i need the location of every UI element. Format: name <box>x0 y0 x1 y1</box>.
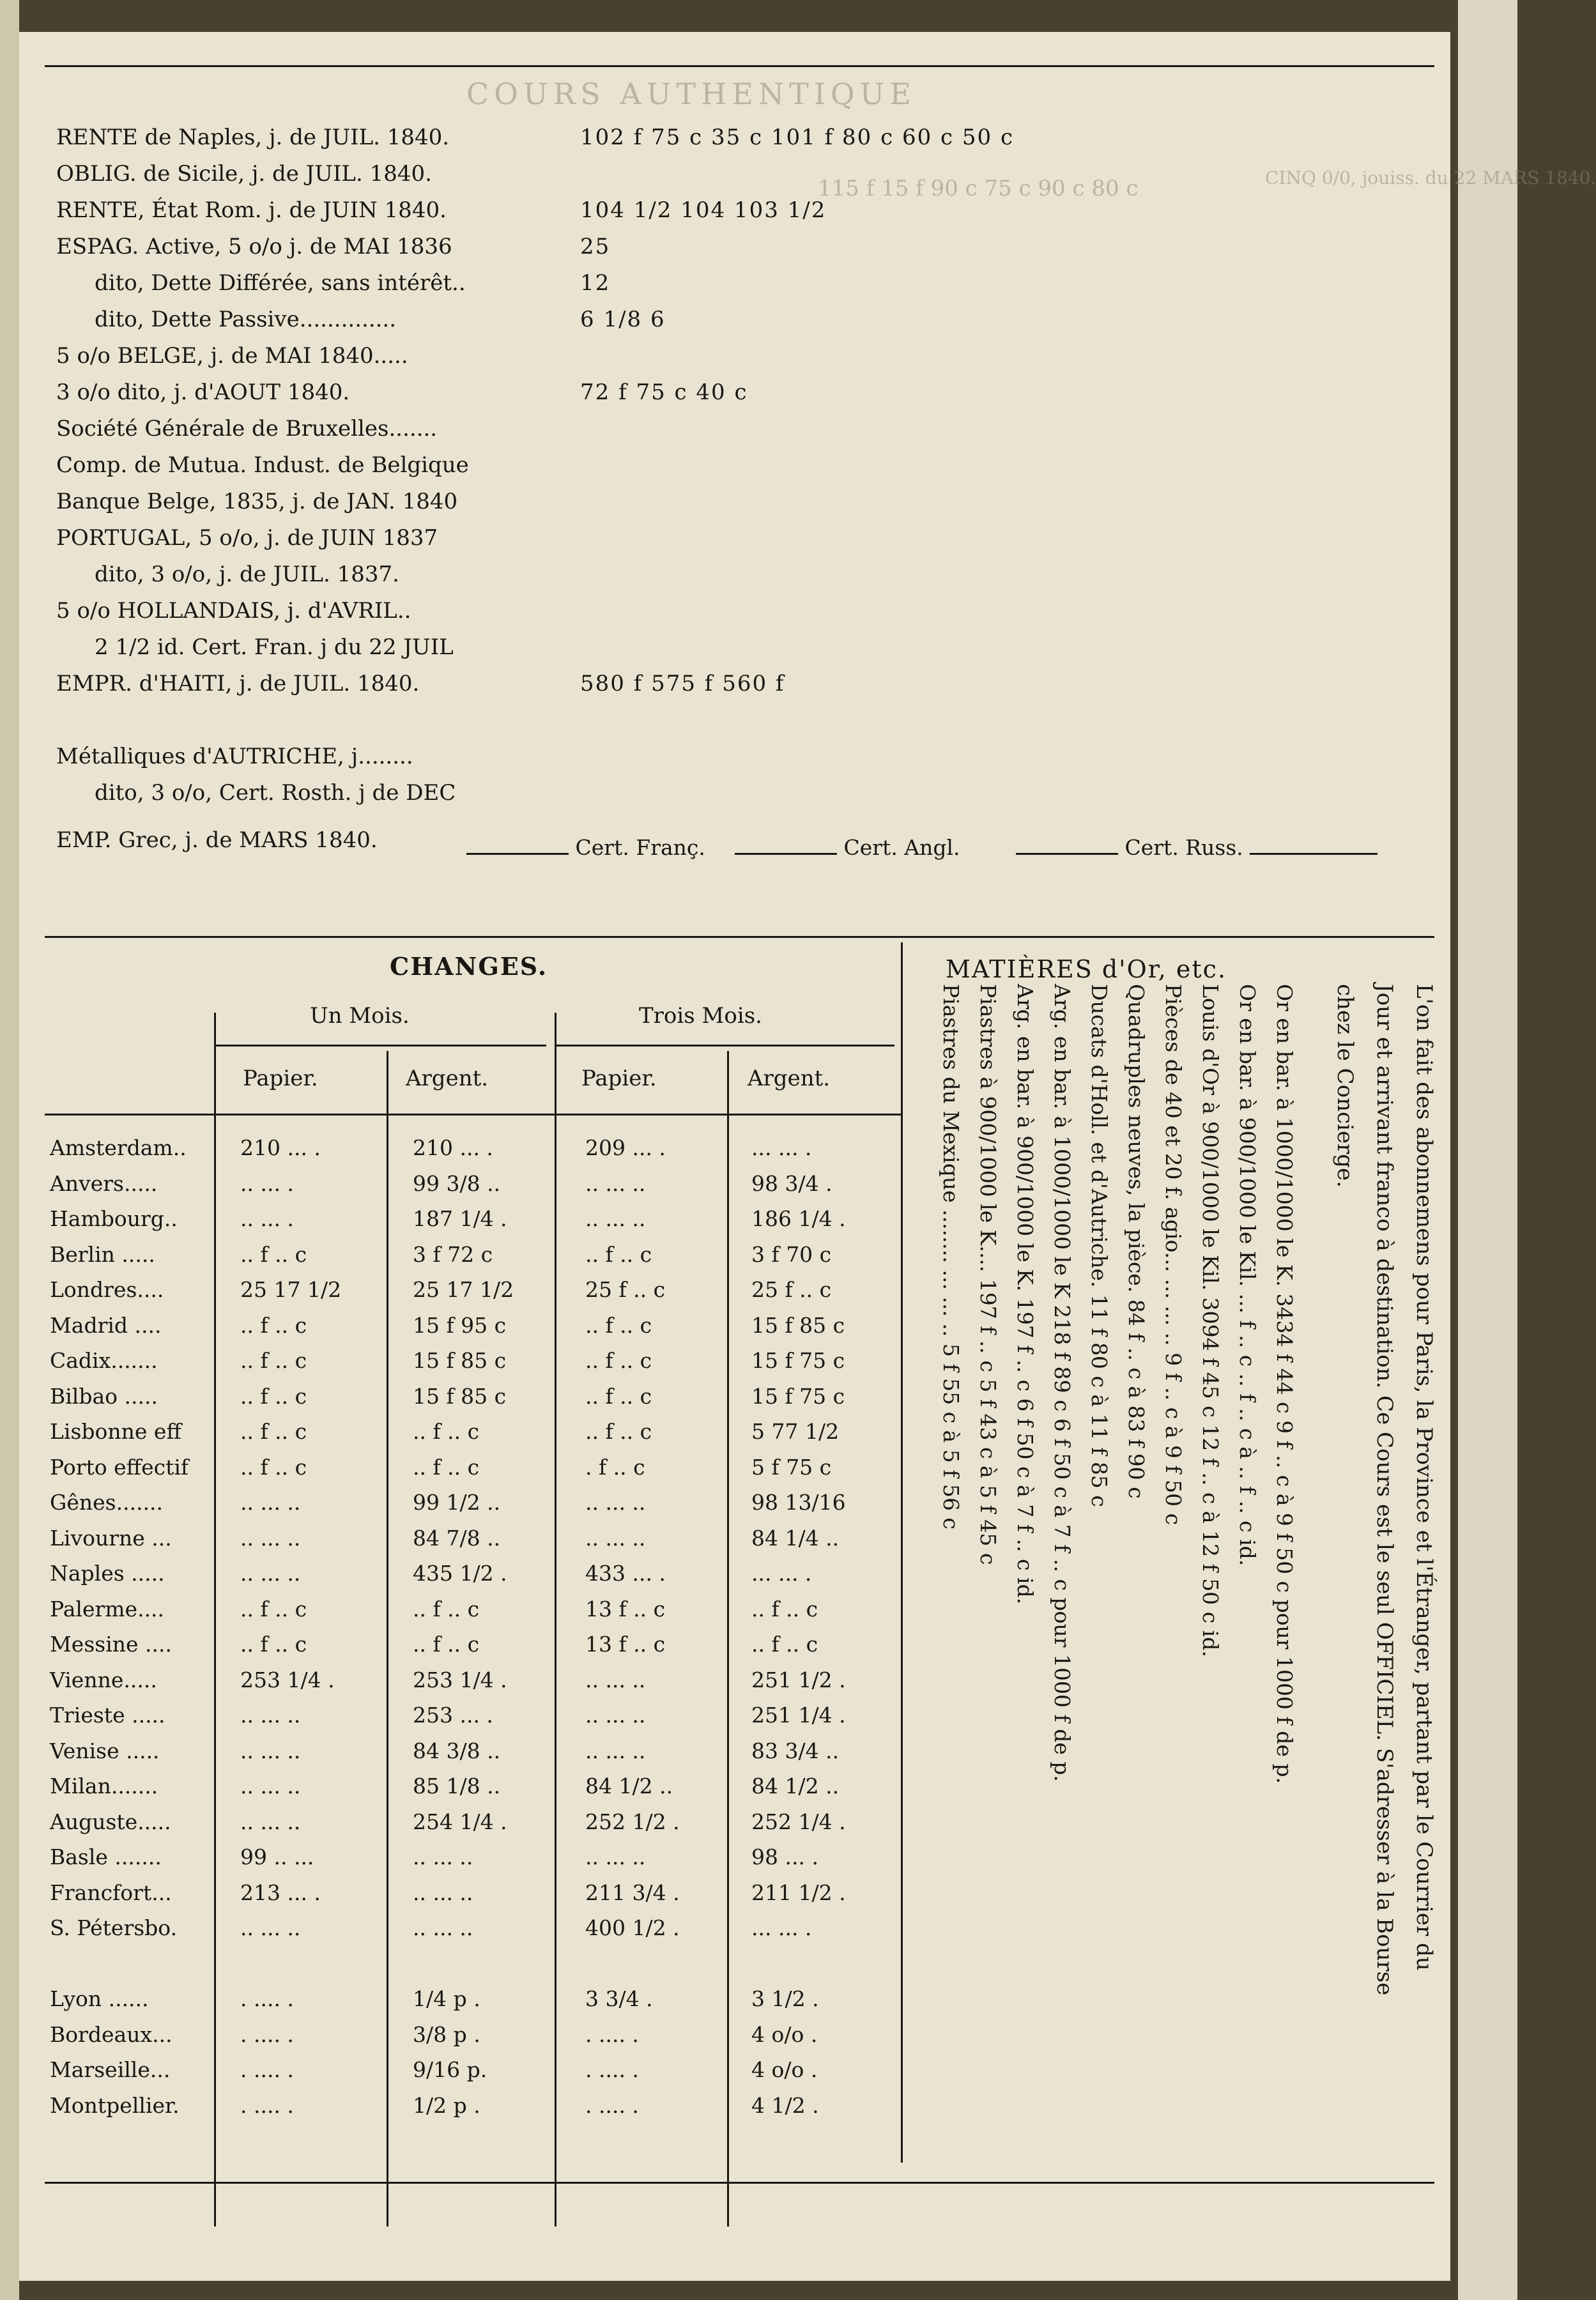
trois-mois-papier: .. f .. c <box>585 1348 652 1373</box>
city-name: Lyon ...... <box>50 1986 149 2011</box>
trois-mois-papier: 13 f .. c <box>585 1596 666 1621</box>
table-row <box>50 2018 900 2052</box>
trois-mois-papier: 400 1/2 . <box>585 1915 680 1940</box>
rente-row <box>56 522 438 554</box>
city-name: Trieste ..... <box>50 1703 165 1728</box>
city-name: Palerme.... <box>50 1596 165 1621</box>
un-mois-argent: 187 1/4 . <box>413 1206 507 1231</box>
city-name: Amsterdam.. <box>50 1135 187 1160</box>
trois-mois-argent: .. f .. c <box>751 1596 818 1621</box>
un-mois-argent: .. f .. c <box>413 1596 480 1621</box>
notice-line: L'on fait des abonnemens pour Paris, la Province et l'Étranger, partant par le Courrier du <box>1411 984 1437 1971</box>
rente-label: PORTUGAL, 5 o/o, j. de JUIN 1837 <box>56 525 438 551</box>
trois-mois-papier: .. ... .. <box>585 1490 646 1515</box>
rente-row <box>56 668 785 700</box>
table-row <box>50 1273 900 1307</box>
rente-label: 5 o/o BELGE, j. de MAI 1840..... <box>56 343 408 369</box>
table-row <box>50 1556 900 1591</box>
un-mois-argent: 1/4 p . <box>413 1986 480 2011</box>
trois-mois-argent: 4 o/o . <box>751 2021 818 2047</box>
un-mois-argent: 253 ... . <box>413 1703 493 1728</box>
trois-mois-argent: 84 1/2 .. <box>751 1774 840 1798</box>
un-mois-papier: .. ... .. <box>240 1561 301 1586</box>
trois-mois-argent: 251 1/2 . <box>751 1667 846 1692</box>
table-row <box>50 1308 900 1343</box>
city-name: Bordeaux... <box>50 2021 173 2047</box>
rente-row <box>56 740 413 772</box>
rente-label: 3 o/o dito, j. d'AOUT 1840. <box>56 379 350 405</box>
rente-row <box>56 777 456 809</box>
rente-label: RENTE de Naples, j. de JUIL. 1840. <box>56 125 450 150</box>
trois-mois-argent: 15 f 85 c <box>751 1312 845 1338</box>
matiere-text: Or en bar. à 1000/1000 le K. 3434 f 44 c 9 f .. c à 9 f 50 c pour 1000 f de p. <box>1272 984 1297 1784</box>
city-name: Naples ..... <box>50 1561 165 1586</box>
city-name: Berlin ..... <box>50 1241 155 1267</box>
trois-mois-papier: 433 ... . <box>585 1561 666 1586</box>
un-mois-argent: 15 f 95 c <box>413 1312 507 1338</box>
trois-mois-header: Trois Mois. <box>639 1003 762 1029</box>
grec-label: EMP. Grec, j. de MARS 1840. <box>56 827 378 853</box>
un-mois-papier: 25 17 1/2 <box>240 1277 342 1302</box>
table-row <box>50 1521 900 1556</box>
trois-mois-argent: 4 o/o . <box>751 2057 818 2082</box>
rente-row <box>56 158 432 190</box>
rente-label: Comp. de Mutua. Indust. de Belgique <box>56 452 469 478</box>
matiere-text: Or en bar. à 900/1000 le Kil. ... f .. c .. f .. c à .. f .. c id. <box>1235 984 1260 1567</box>
rente-row <box>56 231 611 263</box>
trois-mois-papier: 84 1/2 .. <box>585 1774 673 1798</box>
binding-edge <box>0 0 19 2300</box>
table-row <box>50 1947 900 1981</box>
un-mois-papier: .. ... .. <box>240 1738 301 1763</box>
argent-header-2: Argent. <box>748 1066 831 1091</box>
city-name: Madrid .... <box>50 1312 162 1338</box>
trois-mois-argent: 5 f 75 c <box>751 1454 832 1480</box>
un-mois-papier: .. f .. c <box>240 1383 307 1409</box>
city-name: Gênes....... <box>50 1490 164 1515</box>
grec-row <box>56 824 378 856</box>
city-name: Milan....... <box>50 1774 158 1798</box>
un-mois-argent: 3/8 p . <box>413 2021 480 2047</box>
matiere-text: Arg. en bar. à 1000/1000 le K 218 f 89 c 6 f 50 c à 7 f .. c pour 1000 f de p. <box>1050 984 1075 1782</box>
un-mois-argent: .. f .. c <box>413 1419 480 1444</box>
bottom-rule <box>45 2182 1434 2184</box>
notice-line: Jour et arrivant franco à destination. Ce Cours est le seul OFFICIEL. S'adresser à la Bourse <box>1372 984 1397 1996</box>
table-row <box>50 1450 900 1485</box>
table-row <box>50 1663 900 1698</box>
col-divider <box>901 942 903 2163</box>
table-row <box>50 1698 900 1733</box>
trois-mois-papier: .. ... .. <box>585 1703 646 1728</box>
trois-mois-papier: .. f .. c <box>585 1312 652 1338</box>
matiere-text: Ducats d'Holl. et d'Autriche. 11 f 80 c à 11 f 85 c <box>1087 984 1112 1507</box>
rente-value: 72 f 75 c 40 c <box>580 379 748 405</box>
un-mois-argent: 254 1/4 . <box>413 1809 507 1834</box>
rente-label: EMPR. d'HAITI, j. de JUIL. 1840. <box>56 671 420 696</box>
matiere-text: Louis d'Or à 900/1000 le Kil. 3094 f 45 c 12 f .. c à 12 f 50 c id. <box>1198 984 1223 1657</box>
table-row <box>50 1805 900 1839</box>
trois-mois-argent: ... ... . <box>751 1915 812 1940</box>
un-mois-papier: .. ... . <box>240 1170 294 1196</box>
trois-mois-argent: 5 77 1/2 <box>751 1419 840 1444</box>
trois-mois-argent: 186 1/4 . <box>751 1206 846 1231</box>
top-rule <box>45 65 1434 67</box>
table-row <box>50 1911 900 1945</box>
un-mois-papier: . .... . <box>240 2092 294 2118</box>
un-mois-argent: 15 f 85 c <box>413 1383 507 1409</box>
rente-label: 5 o/o HOLLANDAIS, j. d'AVRIL.. <box>56 598 411 624</box>
city-name: Messine .... <box>50 1632 172 1657</box>
un-mois-argent: .. ... .. <box>413 1880 473 1905</box>
rente-row <box>56 631 454 663</box>
trois-mois-argent: 252 1/4 . <box>751 1809 846 1834</box>
rente-row <box>56 486 457 518</box>
ghost-line: CINQ 0/0, jouiss. du 22 MARS 1840. <box>1265 167 1596 188</box>
un-mois-argent: .. f .. c <box>413 1632 480 1657</box>
matiere-text: Pièces de 40 et 20 f. agio... ... ... .. 9 f .. c à 9 f 50 c <box>1161 984 1186 1526</box>
city-name: Francfort... <box>50 1880 172 1905</box>
trois-mois-papier: 252 1/2 . <box>585 1809 680 1834</box>
notice-line: chez le Concierge. <box>1332 984 1358 1188</box>
cert-angl: Cert. Angl. <box>735 835 960 860</box>
matiere-row <box>969 984 1007 2166</box>
trois-mois-argent: 15 f 75 c <box>751 1383 845 1409</box>
city-name: Cadix....... <box>50 1348 158 1373</box>
un-mois-papier: .. ... .. <box>240 1703 301 1728</box>
un-mois-argent: 210 ... . <box>413 1135 493 1160</box>
rente-value: 25 <box>580 234 611 259</box>
city-name: Marseille... <box>50 2057 171 2082</box>
table-row <box>50 2089 900 2123</box>
changes-header-rule <box>45 1114 901 1116</box>
table-row <box>50 1167 900 1201</box>
section-rule <box>45 936 1434 938</box>
un-mois-papier: 253 1/4 . <box>240 1667 335 1692</box>
trois-mois-papier: . .... . <box>585 2057 639 2082</box>
un-mois-papier: 210 ... . <box>240 1135 321 1160</box>
trois-mois-argent: 3 1/2 . <box>751 1986 819 2011</box>
city-name: Hambourg.. <box>50 1206 178 1231</box>
rente-value: 104 1/2 104 103 1/2 <box>580 197 827 223</box>
un-mois-argent: .. f .. c <box>413 1454 480 1480</box>
trois-mois-argent: 4 1/2 . <box>751 2092 819 2118</box>
un-mois-papier: .. ... .. <box>240 1490 301 1515</box>
rente-row <box>56 558 399 590</box>
un-mois-papier: 213 ... . <box>240 1880 321 1905</box>
ghost-line: 115 f 15 f 90 c 75 c 90 c 80 c <box>818 176 1139 201</box>
table-row <box>50 1982 900 2016</box>
trois-mois-papier: . .... . <box>585 2021 639 2047</box>
trois-mois-papier: .. f .. c <box>585 1419 652 1444</box>
table-row <box>50 1202 900 1236</box>
papier-header-2: Papier. <box>581 1066 657 1091</box>
table-row <box>50 1238 900 1272</box>
rente-value: 580 f 575 f 560 f <box>580 671 785 696</box>
trois-mois-argent: 211 1/2 . <box>751 1880 846 1905</box>
trois-mois-argent: 98 ... . <box>751 1844 818 1869</box>
adjacent-page-edge <box>1458 0 1517 2300</box>
rente-label: ESPAG. Active, 5 o/o j. de MAI 1836 <box>56 234 452 259</box>
un-mois-argent: .. ... .. <box>413 1915 473 1940</box>
rente-row <box>56 121 1014 153</box>
table-row <box>50 1840 900 1874</box>
rente-label: dito, 3 o/o, Cert. Rosth. j de DEC <box>95 780 456 806</box>
city-name: Montpellier. <box>50 2092 180 2118</box>
matieres-title: MATIÈRES d'Or, etc. <box>946 955 1227 983</box>
rente-label: dito, Dette Différée, sans intérêt.. <box>95 270 466 296</box>
rente-row <box>56 376 748 408</box>
table-row <box>50 1379 900 1414</box>
matiere-text: Piastres du Mexique ........ ... ... .. 5 f 55 c à 5 f 56 c <box>939 984 963 1529</box>
trois-mois-papier: .. ... .. <box>585 1206 646 1231</box>
trois-mois-argent: 251 1/4 . <box>751 1703 846 1728</box>
un-mois-argent: 253 1/4 . <box>413 1667 507 1692</box>
trois-mois-papier: .. ... .. <box>585 1525 646 1551</box>
trois-mois-papier: 209 ... . <box>585 1135 666 1160</box>
trois-mois-argent: 3 f 70 c <box>751 1241 832 1267</box>
trois-mois-argent: 83 3/4 .. <box>751 1738 840 1763</box>
rente-value: 12 <box>580 270 611 296</box>
un-mois-papier: 99 .. ... <box>240 1844 314 1869</box>
trois-mois-rule <box>556 1045 894 1046</box>
city-name: Lisbonne eff <box>50 1419 181 1444</box>
un-mois-papier: .. ... .. <box>240 1774 301 1798</box>
un-mois-papier: .. f .. c <box>240 1596 307 1621</box>
table-row <box>50 1876 900 1910</box>
trois-mois-argent: 15 f 75 c <box>751 1348 845 1373</box>
trois-mois-argent: .. f .. c <box>751 1632 818 1657</box>
trois-mois-papier: . f .. c <box>585 1454 645 1480</box>
un-mois-argent: 85 1/8 .. <box>413 1774 501 1798</box>
un-mois-papier: .. ... .. <box>240 1915 301 1940</box>
argent-header-1: Argent. <box>406 1066 489 1091</box>
un-mois-papier: .. ... . <box>240 1206 294 1231</box>
cert-russ: Cert. Russ. <box>1016 835 1377 860</box>
city-name: Bilbao ..... <box>50 1383 158 1409</box>
table-row <box>50 1344 900 1378</box>
city-name: Livourne ... <box>50 1525 172 1551</box>
rente-label: 2 1/2 id. Cert. Fran. j du 22 JUIL <box>95 634 454 660</box>
rente-label: OBLIG. de Sicile, j. de JUIL. 1840. <box>56 161 432 187</box>
un-mois-papier: .. f .. c <box>240 1241 307 1267</box>
un-mois-papier: .. f .. c <box>240 1348 307 1373</box>
un-mois-papier: .. ... .. <box>240 1525 301 1551</box>
un-mois-argent: 99 1/2 .. <box>413 1490 501 1515</box>
matiere-text: Quadruples neuves, la pièce. 84 f .. c à 83 f 90 c <box>1124 984 1149 1499</box>
un-mois-papier: . .... . <box>240 2021 294 2047</box>
rente-row <box>56 595 411 627</box>
un-mois-argent: 9/16 p. <box>413 2057 487 2082</box>
un-mois-argent: 1/2 p . <box>413 2092 480 2118</box>
un-mois-papier: .. ... .. <box>240 1809 301 1834</box>
rente-row <box>56 413 437 445</box>
matiere-row <box>1117 984 1155 2166</box>
un-mois-argent: 84 3/8 .. <box>413 1738 501 1763</box>
matiere-row <box>932 984 970 2166</box>
rente-label: dito, Dette Passive.............. <box>95 307 397 332</box>
un-mois-argent: 25 17 1/2 <box>413 1277 514 1302</box>
city-name: Basle ....... <box>50 1844 162 1869</box>
trois-mois-papier: .. ... .. <box>585 1667 646 1692</box>
trois-mois-papier: 3 3/4 . <box>585 1986 653 2011</box>
cert-franc: Cert. Franç. <box>466 835 705 860</box>
rente-row <box>56 449 469 481</box>
city-name: Venise ..... <box>50 1738 160 1763</box>
matieres-table <box>920 984 1303 2166</box>
city-name: Auguste..... <box>50 1809 171 1834</box>
trois-mois-papier: .. ... .. <box>585 1170 646 1196</box>
rente-value: 102 f 75 c 35 c 101 f 80 c 60 c 50 c <box>580 125 1014 150</box>
table-row <box>50 1414 900 1449</box>
trois-mois-argent: ... ... . <box>751 1561 812 1586</box>
matiere-text: Arg. en bar. à 900/1000 le K. 197 f .. c 6 f 50 c à 7 f .. c id. <box>1013 984 1038 1605</box>
trois-mois-papier: 13 f .. c <box>585 1632 666 1657</box>
city-name: Porto effectif <box>50 1454 189 1480</box>
matiere-row <box>1265 984 1303 2166</box>
changes-title: CHANGES. <box>390 952 548 981</box>
rente-row <box>56 303 666 335</box>
un-mois-rule <box>214 1045 546 1046</box>
trois-mois-papier: .. ... .. <box>585 1844 646 1869</box>
trois-mois-argent: 98 3/4 . <box>751 1170 833 1196</box>
city-name: S. Pétersbo. <box>50 1915 178 1940</box>
un-mois-argent: 84 7/8 .. <box>413 1525 501 1551</box>
matiere-text: Piastres à 900/1000 le K.... 197 f .. c 5 f 43 c à 5 f 45 c <box>976 984 1001 1565</box>
document-page <box>19 32 1596 2281</box>
un-mois-papier: .. f .. c <box>240 1419 307 1444</box>
trois-mois-papier: .. ... .. <box>585 1738 646 1763</box>
table-row <box>50 1485 900 1520</box>
rente-label: Métalliques d'AUTRICHE, j........ <box>56 744 413 769</box>
table-row <box>50 1769 900 1804</box>
table-row <box>50 1734 900 1768</box>
trois-mois-papier: 211 3/4 . <box>585 1880 680 1905</box>
trois-mois-argent: 98 13/16 <box>751 1490 846 1515</box>
un-mois-papier: . .... . <box>240 2057 294 2082</box>
matiere-row <box>1043 984 1081 2166</box>
un-mois-argent: .. ... .. <box>413 1844 473 1869</box>
un-mois-papier: .. f .. c <box>240 1454 307 1480</box>
matiere-row <box>1228 984 1266 2166</box>
trois-mois-papier: 25 f .. c <box>585 1277 666 1302</box>
trois-mois-papier: . .... . <box>585 2092 639 2118</box>
un-mois-papier: .. f .. c <box>240 1312 307 1338</box>
rente-label: dito, 3 o/o, j. de JUIL. 1837. <box>95 562 399 587</box>
rente-value: 6 1/8 6 <box>580 307 666 332</box>
papier-header-1: Papier. <box>243 1066 318 1091</box>
table-row <box>50 1131 900 1165</box>
un-mois-header: Un Mois. <box>310 1003 410 1029</box>
rente-row <box>56 194 827 226</box>
table-row <box>50 2053 900 2087</box>
table-row <box>50 1592 900 1627</box>
rente-row <box>56 267 611 299</box>
matiere-row <box>1006 984 1044 2166</box>
trois-mois-papier: .. f .. c <box>585 1241 652 1267</box>
trois-mois-argent: 25 f .. c <box>751 1277 832 1302</box>
trois-mois-papier: .. f .. c <box>585 1383 652 1409</box>
trois-mois-argent: 84 1/4 .. <box>751 1525 840 1551</box>
un-mois-argent: 3 f 72 c <box>413 1241 493 1267</box>
un-mois-papier: . .... . <box>240 1986 294 2011</box>
city-name: Anvers..... <box>50 1170 158 1196</box>
matiere-row <box>1191 984 1229 2166</box>
rente-label: RENTE, État Rom. j. de JUIN 1840. <box>56 197 447 223</box>
city-name: Vienne..... <box>50 1667 157 1692</box>
table-row <box>50 1627 900 1662</box>
un-mois-papier: .. f .. c <box>240 1632 307 1657</box>
un-mois-argent: 435 1/2 . <box>413 1561 507 1586</box>
trois-mois-argent: ... ... . <box>751 1135 812 1160</box>
matiere-row <box>1154 984 1192 2166</box>
matiere-row <box>1080 984 1118 2166</box>
rente-label: Société Générale de Bruxelles....... <box>56 416 438 441</box>
un-mois-argent: 99 3/8 .. <box>413 1170 501 1196</box>
city-name: Londres.... <box>50 1277 164 1302</box>
un-mois-argent: 15 f 85 c <box>413 1348 507 1373</box>
rente-row <box>56 340 408 372</box>
ghost-header: COURS AUTHENTIQUE <box>466 77 916 111</box>
rente-label: Banque Belge, 1835, j. de JAN. 1840 <box>56 489 458 514</box>
